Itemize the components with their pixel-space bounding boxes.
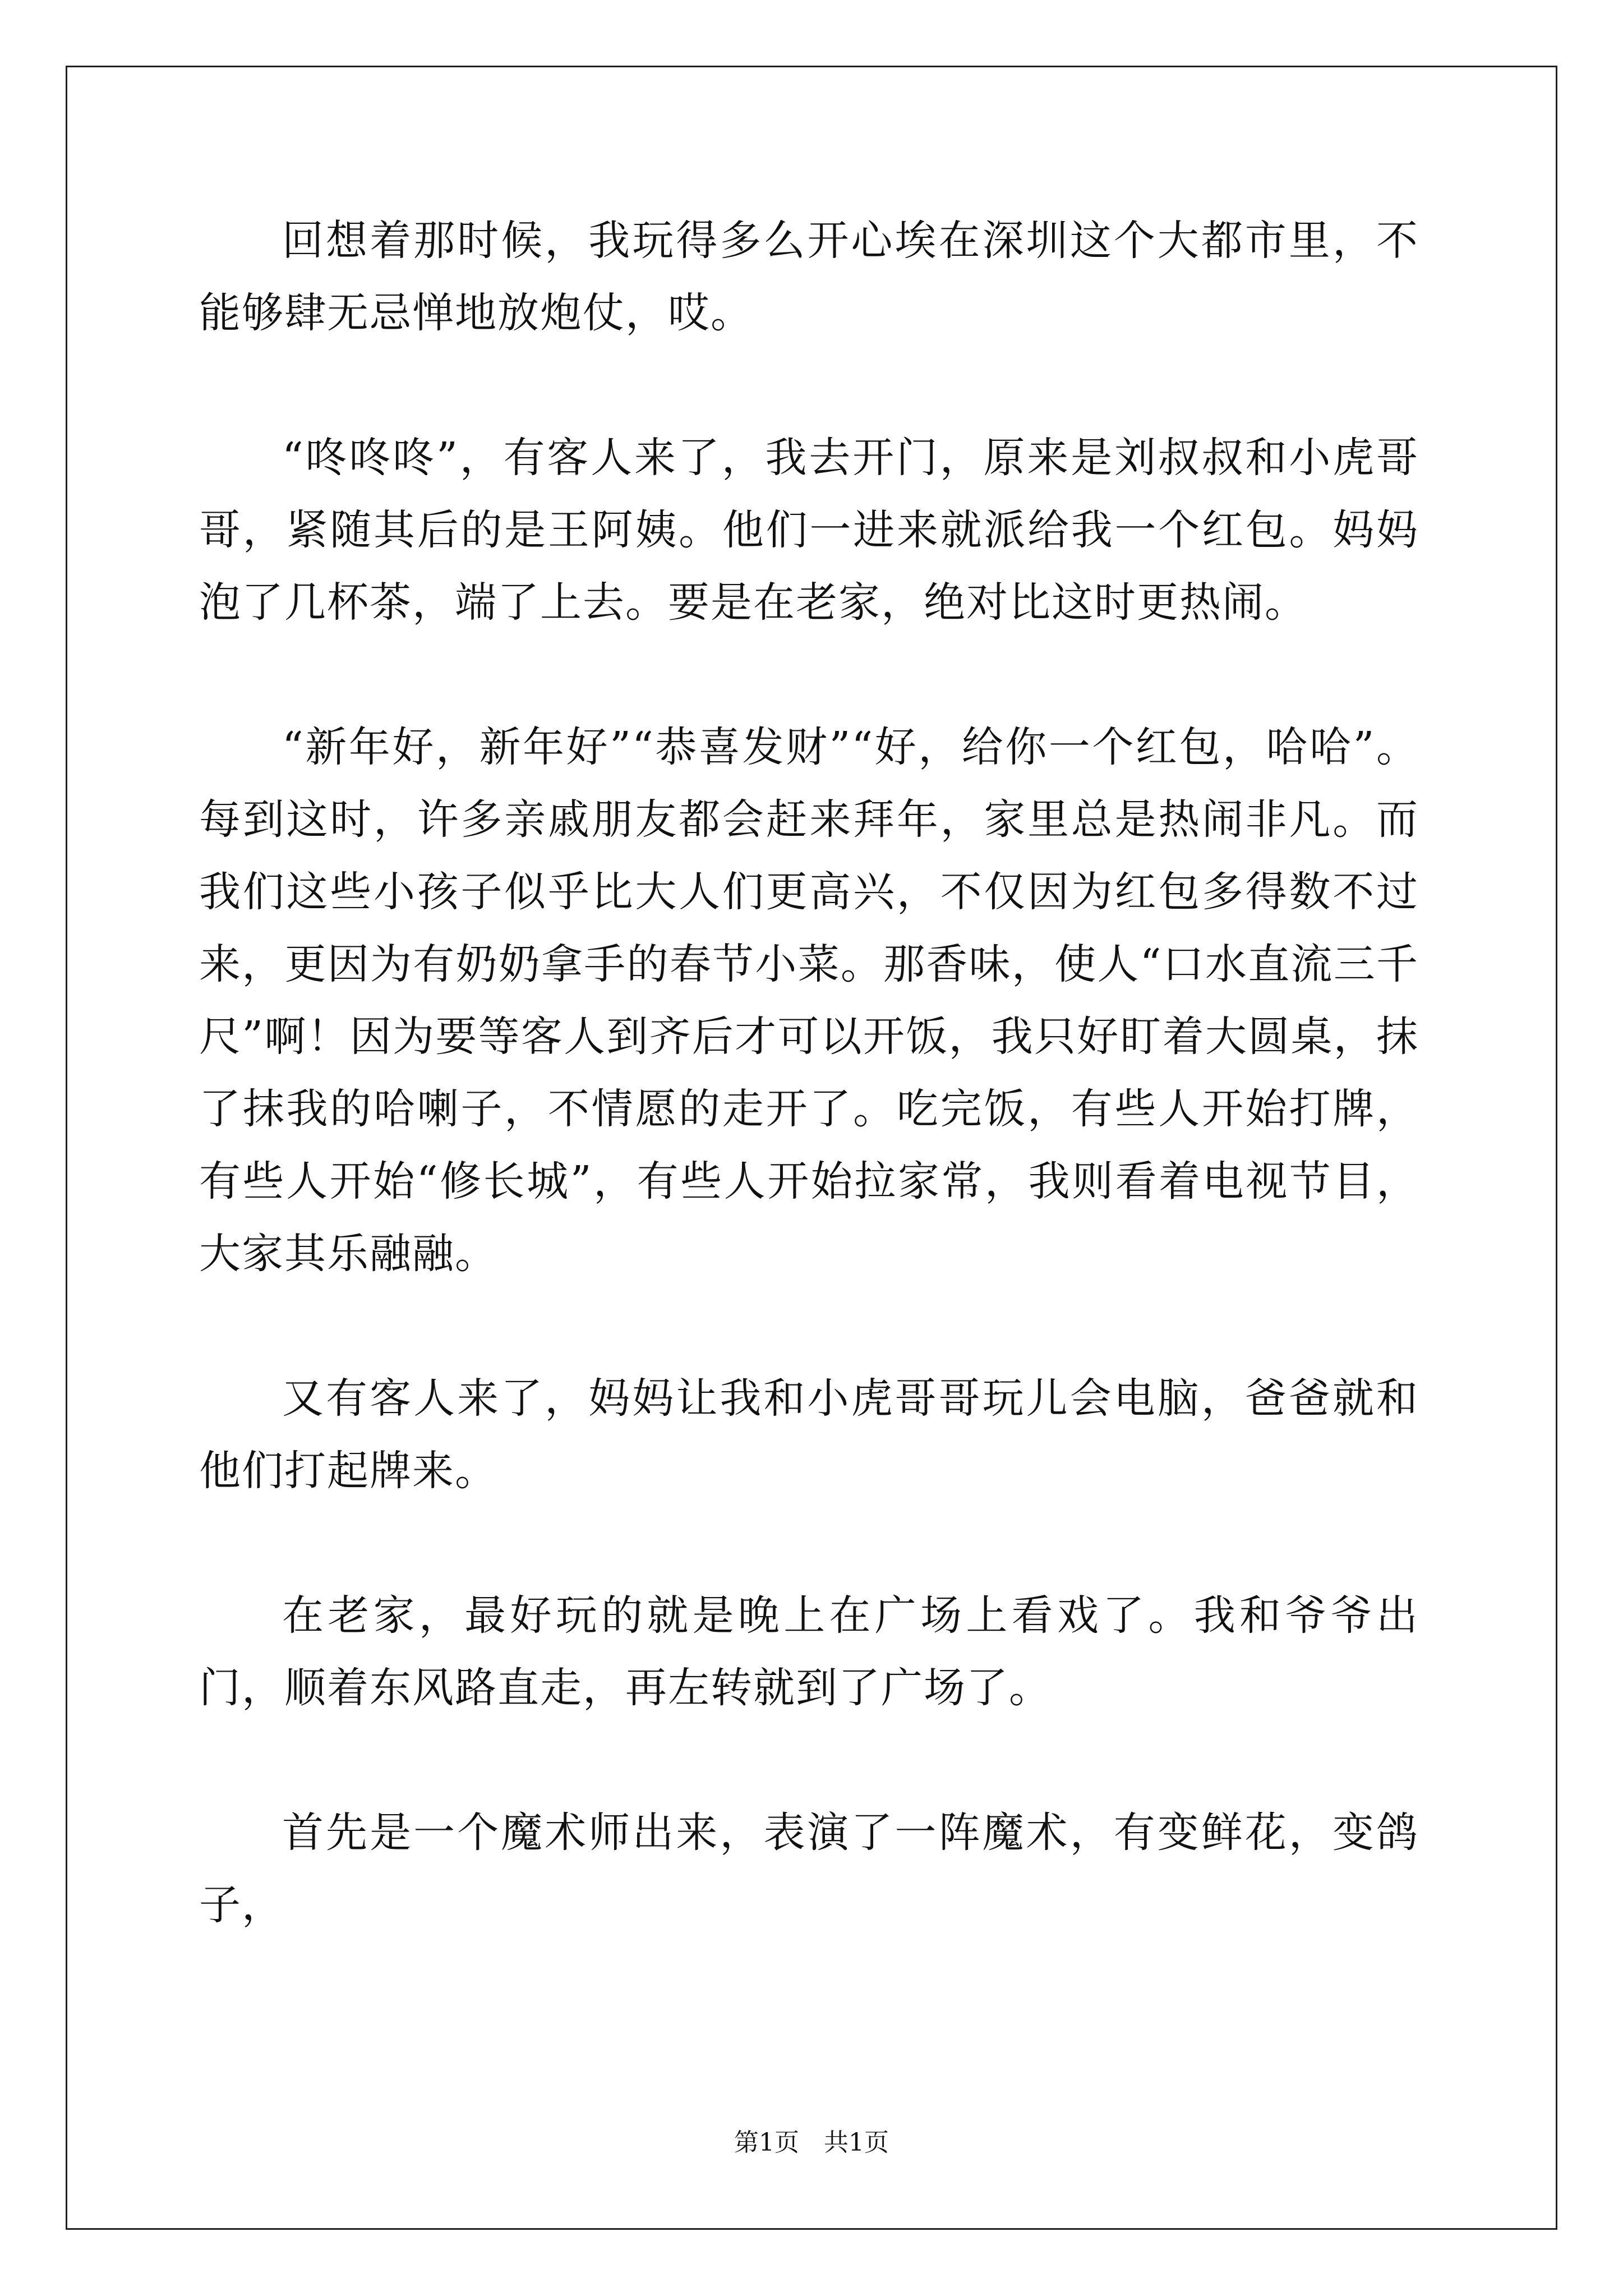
paragraph-6: 首先是一个魔术师出来，表演了一阵魔术，有变鲜花，变鸽子， [199,1809,1419,1929]
page-number-footer: 第1页 共1页 [734,2128,889,2157]
paragraph-1: 回想着那时候，我玩得多么开心埃在深圳这个大都市里，不能够肆无忌惮地放炮仗，哎。 [199,217,1419,337]
paragraph-4: 又有客人来了，妈妈让我和小虎哥哥玩儿会电脑，爸爸就和他们打起牌来。 [199,1374,1419,1495]
paragraph-2: “咚咚咚”，有客人来了，我去开门，原来是刘叔叔和小虎哥哥，紧随其后的是王阿姨。他们一进来就派给我一个红包。妈妈泡了几杯茶，端了上去。要是在老家，绝对比这时更热闹。 [199,434,1419,627]
paragraph-3: “新年好，新年好”“恭喜发财”“好，给你一个红包，哈哈”。每到这时，许多亲戚朋友都会赶来拜年，家里总是热闹非凡。而我们这些小孩子似乎比大人们更高兴，不仅因为红包多得数不过来，更因为有奶奶拿手的春节小菜。那香味，使人“口水直流三千尺”啊！因为要等客人到齐后才可以开饭，我只好盯着大圆桌，抹了抹我的哈喇子，不情愿的走开了。吃完饭，有些人开始打牌，有些人开始“修长城”，有些人开始拉家常，我则看着电视节目，大家其乐融融。 [199,723,1419,1278]
document-body [199,205,1419,1941]
paragraph-5: 在老家，最好玩的就是晚上在广场上看戏了。我和爷爷出门，顺着东风路直走，再左转就到了广场了。 [199,1591,1419,1712]
